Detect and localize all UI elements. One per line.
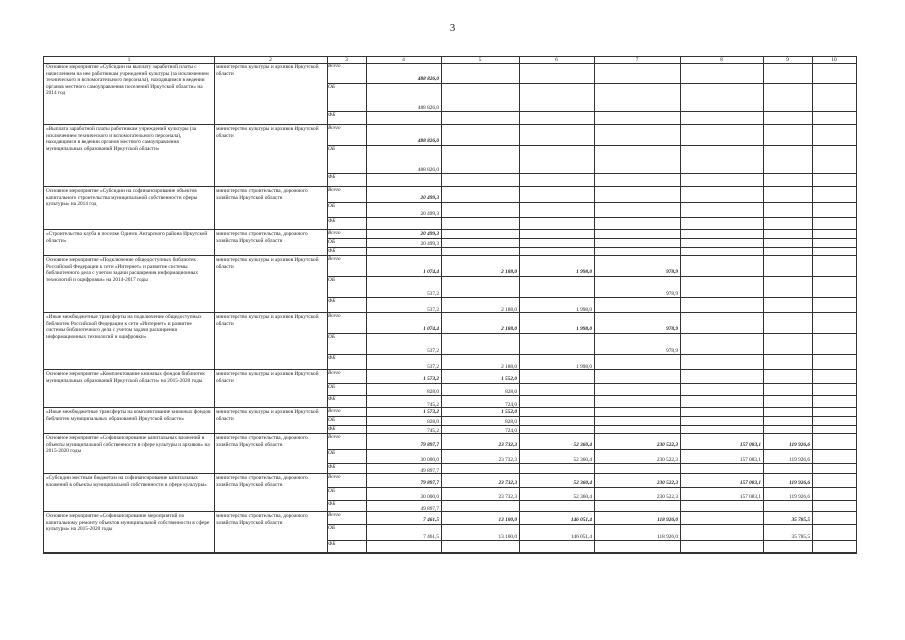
activity-name: Основное мероприятие «Комплектование книжных фондов библиотек муниципальных образований Иркутской области» на 2015-2020 годы — [46, 371, 205, 384]
amount-cell: 537,2 — [427, 348, 439, 354]
amount-cell: 745,2 — [427, 402, 439, 408]
funding-source: ФБ — [328, 174, 336, 180]
header-cell: 5 — [478, 57, 482, 63]
amount-cell: 35 785,5 — [791, 517, 810, 523]
amount-cell: 119 926,6 — [789, 480, 810, 486]
amount-cell: 118 926,0 — [657, 534, 678, 540]
column-divider — [214, 57, 215, 553]
amount-cell: 978,9 — [666, 269, 678, 275]
funding-subrow — [327, 238, 856, 247]
table-row — [44, 408, 856, 434]
amount-cell: 118 926,0 — [657, 517, 678, 523]
funding-source: ОБ — [328, 239, 335, 245]
funding-source: Всего — [328, 230, 341, 236]
header-cell: 8 — [720, 57, 723, 63]
funding-subrow — [327, 187, 856, 202]
amount-cell: 1 998,0 — [576, 307, 592, 313]
table-row — [44, 230, 856, 256]
funding-source: ОБ — [328, 450, 335, 456]
amount-cell: 146 051,4 — [570, 534, 592, 540]
activity-name: «Иные межбюджетные трансферты на подключение общедоступных библиотек Российской Федерации к сети «Интернет» и развитие системы библиотечного дела с учетом задачи расширения информационных технологий и оцифровки» — [46, 314, 202, 340]
funding-source: Всего — [328, 474, 341, 480]
amount-cell: 30 000,0 — [420, 494, 439, 500]
amount-cell: 20 499,3 — [420, 231, 439, 237]
funding-subrow — [327, 434, 856, 449]
funding-subrow — [327, 202, 856, 217]
funding-subrow — [327, 540, 856, 553]
funding-subrow — [327, 463, 856, 474]
amount-cell: 2 188,0 — [501, 326, 517, 332]
column-divider — [519, 57, 520, 553]
header-cell: 6 — [555, 57, 558, 63]
funding-subrow — [327, 395, 856, 408]
funding-source: ФБ — [328, 218, 336, 224]
amount-cell: 1 573,2 — [423, 376, 439, 382]
amount-cell: 30 000,0 — [420, 457, 439, 463]
amount-cell: 1 998,0 — [576, 326, 592, 332]
funding-subrow — [327, 425, 856, 434]
amount-cell: 23 732,3 — [498, 480, 517, 486]
responsible-executor: министерство культуры и архивов Иркутской области — [216, 371, 319, 384]
amount-cell: 1 074,4 — [423, 269, 439, 275]
funding-subrow — [327, 416, 856, 425]
amount-cell: 2 188,0 — [501, 307, 517, 313]
funding-source: ФБ — [328, 426, 336, 432]
amount-cell: 1 573,2 — [423, 409, 439, 415]
amount-cell: 7 461,5 — [423, 534, 439, 540]
column-divider — [680, 57, 681, 553]
funding-source: ОБ — [328, 146, 335, 152]
activity-name: «Субсидии местным бюджетам на софинансирование капитальных вложений в объекты муниципальной собственности в сфере культуры» — [46, 475, 207, 488]
funding-source: Всего — [328, 313, 341, 319]
responsible-executor: министерство культуры и архивов Иркутской области — [216, 314, 319, 327]
responsible-executor: министерство строительства, дорожного хозяйства Иркутской области — [216, 435, 308, 448]
amount-cell: 724,0 — [505, 428, 517, 434]
funding-subrow — [327, 111, 856, 125]
amount-cell: 488 826,0 — [417, 138, 439, 144]
header-cell: 1 — [127, 57, 131, 63]
amount-cell: 157 083,1 — [739, 457, 761, 463]
table-row — [44, 187, 856, 230]
amount-cell: 52 360,4 — [573, 457, 592, 463]
amount-cell: 52 360,4 — [573, 480, 592, 486]
amount-cell: 23 732,3 — [498, 457, 517, 463]
funding-subrow — [327, 83, 856, 111]
column-divider — [812, 57, 813, 553]
funding-subrow — [327, 125, 856, 145]
activity-name: Основное мероприятие «Подключение общедоступных библиотек Российской Федерации к сети «Интернет» и развитие системы библиотечного дела с учетом задачи расширения информационных технологий и оцифровки» на 2014-2017 годы — [46, 257, 198, 283]
header-cell: 4 — [402, 57, 405, 63]
table-row — [44, 474, 856, 512]
funding-subrow — [327, 313, 856, 333]
funding-source: ФБ — [328, 501, 336, 507]
amount-cell: 13 100,0 — [498, 534, 517, 540]
amount-cell: 2 188,0 — [501, 269, 517, 275]
amount-cell: 828,0 — [505, 389, 517, 395]
header-cell: 10 — [831, 57, 837, 63]
table-row — [44, 434, 856, 474]
amount-cell: 1 552,0 — [501, 409, 517, 415]
funding-source: Всего — [328, 187, 341, 193]
amount-cell: 1 552,0 — [501, 376, 517, 382]
amount-cell: 724,0 — [505, 402, 517, 408]
funding-subrow — [327, 173, 856, 187]
table-row — [44, 63, 856, 125]
amount-cell: 828,0 — [427, 419, 439, 425]
funding-source: Всего — [328, 408, 341, 414]
funding-subrow — [327, 474, 856, 487]
funding-source: ФБ — [328, 396, 336, 402]
amount-cell: 146 051,4 — [570, 517, 592, 523]
amount-cell: 230 522,3 — [656, 457, 678, 463]
funding-source: Всего — [328, 512, 341, 518]
header-cell: 9 — [786, 57, 789, 63]
amount-cell: 23 732,3 — [498, 442, 517, 448]
funding-source: Всего — [328, 370, 341, 376]
amount-cell: 119 926,6 — [789, 494, 810, 500]
responsible-executor: министерство строительства, дорожного хозяйства Иркутской области — [216, 475, 308, 488]
funding-subrow — [327, 512, 856, 524]
column-divider — [327, 57, 328, 553]
funding-subrow — [327, 449, 856, 463]
funding-subrow — [327, 247, 856, 256]
amount-cell: 157 083,1 — [739, 480, 761, 486]
funding-source: Всего — [328, 63, 341, 69]
amount-cell: 157 083,1 — [739, 442, 761, 448]
activity-name: Основное мероприятие «Софинансирование мероприятий по капитальному ремонту объектов муниципальной собственности в сфере культуры» на 2015-2020 годы — [46, 513, 210, 533]
amount-cell: 1 998,0 — [576, 269, 592, 275]
amount-cell: 978,9 — [666, 291, 678, 297]
amount-cell: 537,2 — [427, 364, 439, 370]
funding-subrow — [327, 217, 856, 230]
amount-cell: 13 100,0 — [498, 517, 517, 523]
amount-cell: 35 785,5 — [791, 534, 810, 540]
amount-cell: 119 926,6 — [789, 457, 810, 463]
amount-cell: 20 499,3 — [420, 195, 439, 201]
responsible-executor: министерство строительства, дорожного хозяйства Иркутской области — [216, 231, 308, 244]
activity-name: «Строительство клуба в поселке Одинск Ангарского района Иркутской области» — [46, 231, 208, 244]
funding-subrow — [327, 524, 856, 540]
activity-name: Основное мероприятие «Субсидии на выплату заработной платы с начислением на нее работникам учреждений культуры (за исключением технического и вспомогательного персонала), находящимся в ведении органов местного самоуправления поселений Иркутской области» на 2014 год — [46, 64, 209, 97]
table-row — [44, 512, 856, 553]
header-cell: 3 — [345, 57, 348, 63]
funding-subrow — [327, 256, 856, 276]
amount-cell: 157 083,1 — [739, 494, 761, 500]
table-row — [44, 256, 856, 313]
table-row — [44, 370, 856, 408]
activity-name: Основное мероприятие «Софинансирование капитальных вложений в объекты муниципальной собственности в сфере культуры и архивов» на 2015-2020 годы — [46, 435, 210, 455]
funding-source: ОБ — [328, 84, 335, 90]
amount-cell: 23 732,3 — [498, 494, 517, 500]
table-row — [44, 313, 856, 370]
budget-table — [43, 56, 857, 554]
responsible-executor: министерство культуры и архивов Иркутской области — [216, 126, 319, 139]
header-cell: 2 — [269, 57, 272, 63]
column-divider — [594, 57, 595, 553]
funding-source: Всего — [328, 256, 341, 262]
funding-subrow — [327, 408, 856, 416]
activity-name: «Выплата заработной платы работникам учреждений культуры (за исключением технического и вспомогательного персонала), находящимся в ведении органов местного самоуправления муниципальных образований Иркутской области» — [46, 126, 197, 152]
amount-cell: 79 897,7 — [420, 480, 439, 486]
responsible-executor: министерство строительства, дорожного хозяйства Иркутской области — [216, 188, 308, 201]
funding-source: ФБ — [328, 541, 336, 547]
amount-cell: 52 360,4 — [573, 494, 592, 500]
amount-cell: 537,2 — [427, 307, 439, 313]
amount-cell: 978,9 — [666, 326, 678, 332]
page-number: 3 — [449, 22, 456, 34]
funding-subrow — [327, 487, 856, 500]
amount-cell: 49 897,7 — [420, 468, 439, 474]
funding-source: ОБ — [328, 334, 335, 340]
funding-source: ОБ — [328, 203, 335, 209]
amount-cell: 52 360,4 — [573, 442, 592, 448]
column-divider — [763, 57, 764, 553]
responsible-executor: министерство культуры и архивов Иркутской области — [216, 409, 319, 422]
funding-source: Всего — [328, 125, 341, 131]
funding-source: ФБ — [328, 355, 336, 361]
amount-cell: 828,0 — [505, 419, 517, 425]
funding-source: ФБ — [328, 298, 336, 304]
amount-cell: 2 188,0 — [501, 364, 517, 370]
amount-cell: 49 897,7 — [420, 506, 439, 512]
activity-name: Основное мероприятие «Субсидии на софинансирование объектов капитального строительства муниципальной собственности сферы культуры» на 2014 год — [46, 188, 198, 208]
responsible-executor: министерство культуры и архивов Иркутской области — [216, 64, 319, 77]
funding-source: ОБ — [328, 384, 335, 390]
header-cell: 7 — [635, 57, 639, 63]
amount-cell: 230 522,3 — [656, 442, 678, 448]
column-divider — [366, 57, 367, 553]
funding-source: ОБ — [328, 277, 335, 283]
funding-source: ОБ — [328, 525, 335, 531]
funding-subrow — [327, 333, 856, 354]
funding-subrow — [327, 500, 856, 512]
funding-source: ФБ — [328, 112, 336, 118]
funding-subrow — [327, 276, 856, 297]
activity-name: «Иные межбюджетные трансферты на комплектование книжных фондов библиотек муниципальных образований Иркутской области» — [46, 409, 211, 422]
column-divider — [441, 57, 442, 553]
funding-source: ОБ — [328, 417, 335, 423]
funding-source: ФБ — [328, 464, 336, 470]
amount-cell: 745,2 — [427, 428, 439, 434]
funding-subrow — [327, 297, 856, 313]
amount-cell: 488 826,0 — [417, 76, 439, 82]
table-row — [44, 125, 856, 187]
amount-cell: 7 461,5 — [423, 517, 439, 523]
amount-cell: 1 074,4 — [423, 326, 439, 332]
funding-source: ФБ — [328, 248, 336, 254]
amount-cell: 978,9 — [666, 348, 678, 354]
amount-cell: 537,2 — [427, 291, 439, 297]
amount-cell: 119 926,6 — [789, 442, 810, 448]
funding-subrow — [327, 63, 856, 83]
funding-subrow — [327, 370, 856, 383]
responsible-executor: министерство культуры и архивов Иркутской области — [216, 257, 319, 270]
amount-cell: 1 998,0 — [576, 364, 592, 370]
funding-subrow — [327, 354, 856, 370]
responsible-executor: министерство строительства, дорожного хозяйства Иркутской области — [216, 513, 308, 526]
amount-cell: 230 522,3 — [656, 480, 678, 486]
amount-cell: 488 826,0 — [417, 167, 439, 173]
amount-cell: 20 499,3 — [420, 241, 439, 247]
funding-subrow — [327, 230, 856, 238]
funding-source: ОБ — [328, 488, 335, 494]
amount-cell: 20 499,3 — [420, 211, 439, 217]
amount-cell: 79 897,7 — [420, 442, 439, 448]
funding-subrow — [327, 383, 856, 395]
funding-source: Всего — [328, 434, 341, 440]
funding-subrow — [327, 145, 856, 173]
amount-cell: 488 826,0 — [417, 105, 439, 111]
amount-cell: 828,0 — [427, 389, 439, 395]
amount-cell: 230 522,3 — [656, 494, 678, 500]
